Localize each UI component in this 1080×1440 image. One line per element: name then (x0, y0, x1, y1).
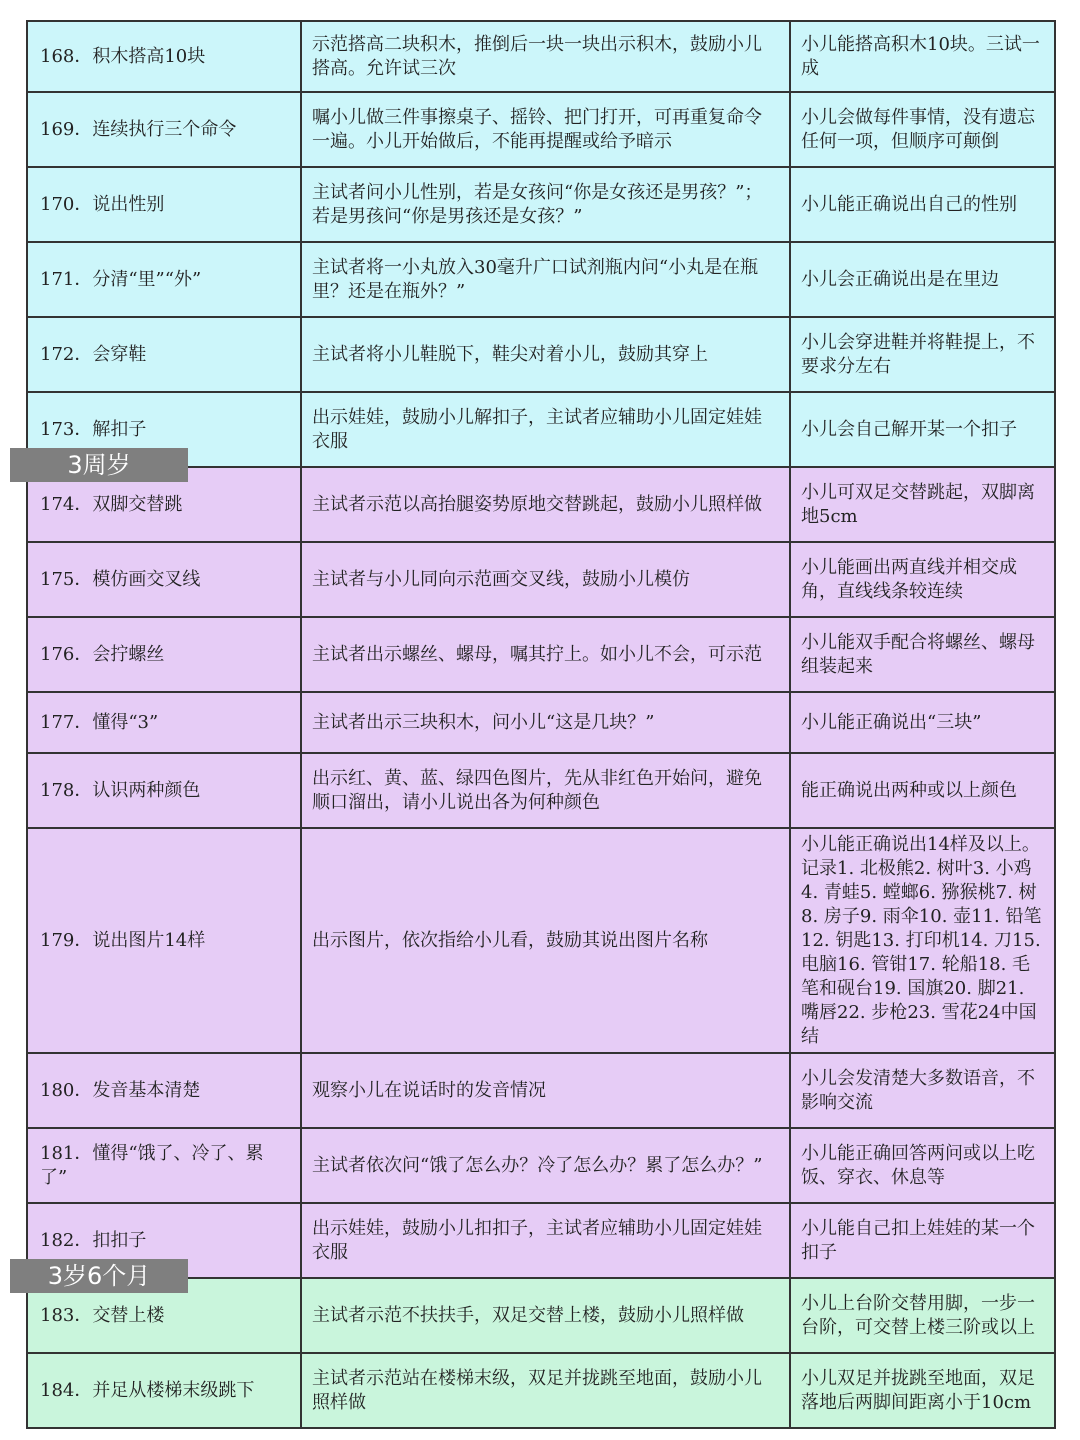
method-cell: 主试者将一小丸放入30毫升广口试剂瓶内问“小丸是在瓶里？还是在瓶外？” (301, 242, 790, 317)
method-cell: 主试者示范以高抬腿姿势原地交替跳起，鼓励小儿照样做 (301, 467, 790, 542)
method-cell: 嘱小儿做三件事擦桌子、摇铃、把门打开，可再重复命令一遍。小儿开始做后，不能再提醒或给予暗示 (301, 92, 790, 167)
criteria-cell: 小儿能正确回答两问或以上吃饭、穿衣、休息等 (790, 1128, 1055, 1203)
item-cell: 177．懂得“3” (27, 692, 301, 753)
item-cell: 171．分清“里”“外” (27, 242, 301, 317)
criteria-cell: 小儿能搭高积木10块。三试一成 (790, 21, 1055, 92)
table-row (27, 317, 1055, 392)
criteria-cell: 小儿上台阶交替用脚，一步一台阶，可交替上楼三阶或以上 (790, 1278, 1055, 1353)
table-row (27, 21, 1055, 92)
table-row (27, 92, 1055, 167)
criteria-cell: 小儿可双足交替跳起，双脚离地5cm (790, 467, 1055, 542)
criteria-cell: 小儿能双手配合将螺丝、螺母组装起来 (790, 617, 1055, 692)
table-row (27, 242, 1055, 317)
item-cell: 183．交替上楼 (27, 1278, 301, 1353)
item-cell: 184．并足从楼梯末级跳下 (27, 1353, 301, 1428)
item-cell: 181．懂得“饿了、冷了、累了” (27, 1128, 301, 1203)
table-row (27, 617, 1055, 692)
criteria-cell: 小儿会做每件事情，没有遗忘任何一项，但顺序可颠倒 (790, 92, 1055, 167)
item-cell: 168．积木搭高10块 (27, 21, 301, 92)
criteria-cell: 小儿会发清楚大多数语音，不影响交流 (790, 1053, 1055, 1128)
table-row (27, 542, 1055, 617)
criteria-cell: 小儿能正确说出自己的性别 (790, 167, 1055, 242)
table-row (27, 1128, 1055, 1203)
item-cell: 170．说出性别 (27, 167, 301, 242)
table-row (27, 692, 1055, 753)
criteria-cell: 小儿会穿进鞋并将鞋提上，不要求分左右 (790, 317, 1055, 392)
method-cell: 主试者出示三块积木，问小儿“这是几块？” (301, 692, 790, 753)
method-cell: 主试者示范站在楼梯末级，双足并拢跳至地面，鼓励小儿照样做 (301, 1353, 790, 1428)
criteria-cell: 小儿能正确说出14样及以上。记录1. 北极熊2. 树叶3. 小鸡4. 青蛙5. 螳螂6. 猕猴桃7. 树8. 房子9. 雨伞10. 壶11. 铅笔12. 钥匙13. 打印机14. 刀15. 电脑16. 管钳17. 轮船18. 毛笔和砚台19. 国旗20. 脚21. 嘴唇22. 步枪23. 雪花24中国结 (790, 828, 1055, 1053)
method-cell: 出示娃娃，鼓励小儿扣扣子，主试者应辅助小儿固定娃娃衣服 (301, 1203, 790, 1278)
criteria-cell: 小儿会正确说出是在里边 (790, 242, 1055, 317)
item-cell: 174．双脚交替跳 (27, 467, 301, 542)
method-cell: 示范搭高二块积木，推倒后一块一块出示积木，鼓励小儿搭高。允许试三次 (301, 21, 790, 92)
method-cell: 主试者示范不扶扶手，双足交替上楼，鼓励小儿照样做 (301, 1278, 790, 1353)
age-group-label-3y: 3周岁 (10, 448, 188, 482)
method-cell: 主试者与小儿同向示范画交叉线，鼓励小儿模仿 (301, 542, 790, 617)
age-group-label-3y6m: 3岁6个月 (10, 1259, 188, 1293)
method-cell: 出示图片，依次指给小儿看，鼓励其说出图片名称 (301, 828, 790, 1053)
criteria-cell: 小儿能自己扣上娃娃的某一个扣子 (790, 1203, 1055, 1278)
criteria-cell: 小儿能正确说出“三块” (790, 692, 1055, 753)
table-row (27, 753, 1055, 828)
item-cell: 179．说出图片14样 (27, 828, 301, 1053)
method-cell: 出示娃娃，鼓励小儿解扣子，主试者应辅助小儿固定娃娃衣服 (301, 392, 790, 467)
table-row (27, 1353, 1055, 1428)
item-cell: 173．解扣子 (27, 392, 301, 467)
item-cell: 172．会穿鞋 (27, 317, 301, 392)
item-cell: 180．发音基本清楚 (27, 1053, 301, 1128)
criteria-cell: 小儿能画出两直线并相交成角，直线线条较连续 (790, 542, 1055, 617)
table-row (27, 167, 1055, 242)
item-cell: 176．会拧螺丝 (27, 617, 301, 692)
criteria-cell: 小儿会自己解开某一个扣子 (790, 392, 1055, 467)
criteria-cell: 能正确说出两种或以上颜色 (790, 753, 1055, 828)
assessment-table (26, 20, 1056, 1429)
table-row (27, 828, 1055, 1053)
method-cell: 出示红、黄、蓝、绿四色图片，先从非红色开始问，避免顺口溜出，请小儿说出各为何种颜色 (301, 753, 790, 828)
method-cell: 主试者依次问“饿了怎么办？冷了怎么办？累了怎么办？” (301, 1128, 790, 1203)
item-cell: 178．认识两种颜色 (27, 753, 301, 828)
item-cell: 175．模仿画交叉线 (27, 542, 301, 617)
method-cell: 主试者出示螺丝、螺母，嘱其拧上。如小儿不会，可示范 (301, 617, 790, 692)
criteria-cell: 小儿双足并拢跳至地面，双足落地后两脚间距离小于10cm (790, 1353, 1055, 1428)
item-cell: 182．扣扣子 (27, 1203, 301, 1278)
method-cell: 主试者将小儿鞋脱下，鞋尖对着小儿，鼓励其穿上 (301, 317, 790, 392)
item-cell: 169．连续执行三个命令 (27, 92, 301, 167)
method-cell: 观察小儿在说话时的发音情况 (301, 1053, 790, 1128)
table-row (27, 1053, 1055, 1128)
method-cell: 主试者问小儿性别，若是女孩问“你是女孩还是男孩？”；若是男孩问“你是男孩还是女孩？” (301, 167, 790, 242)
